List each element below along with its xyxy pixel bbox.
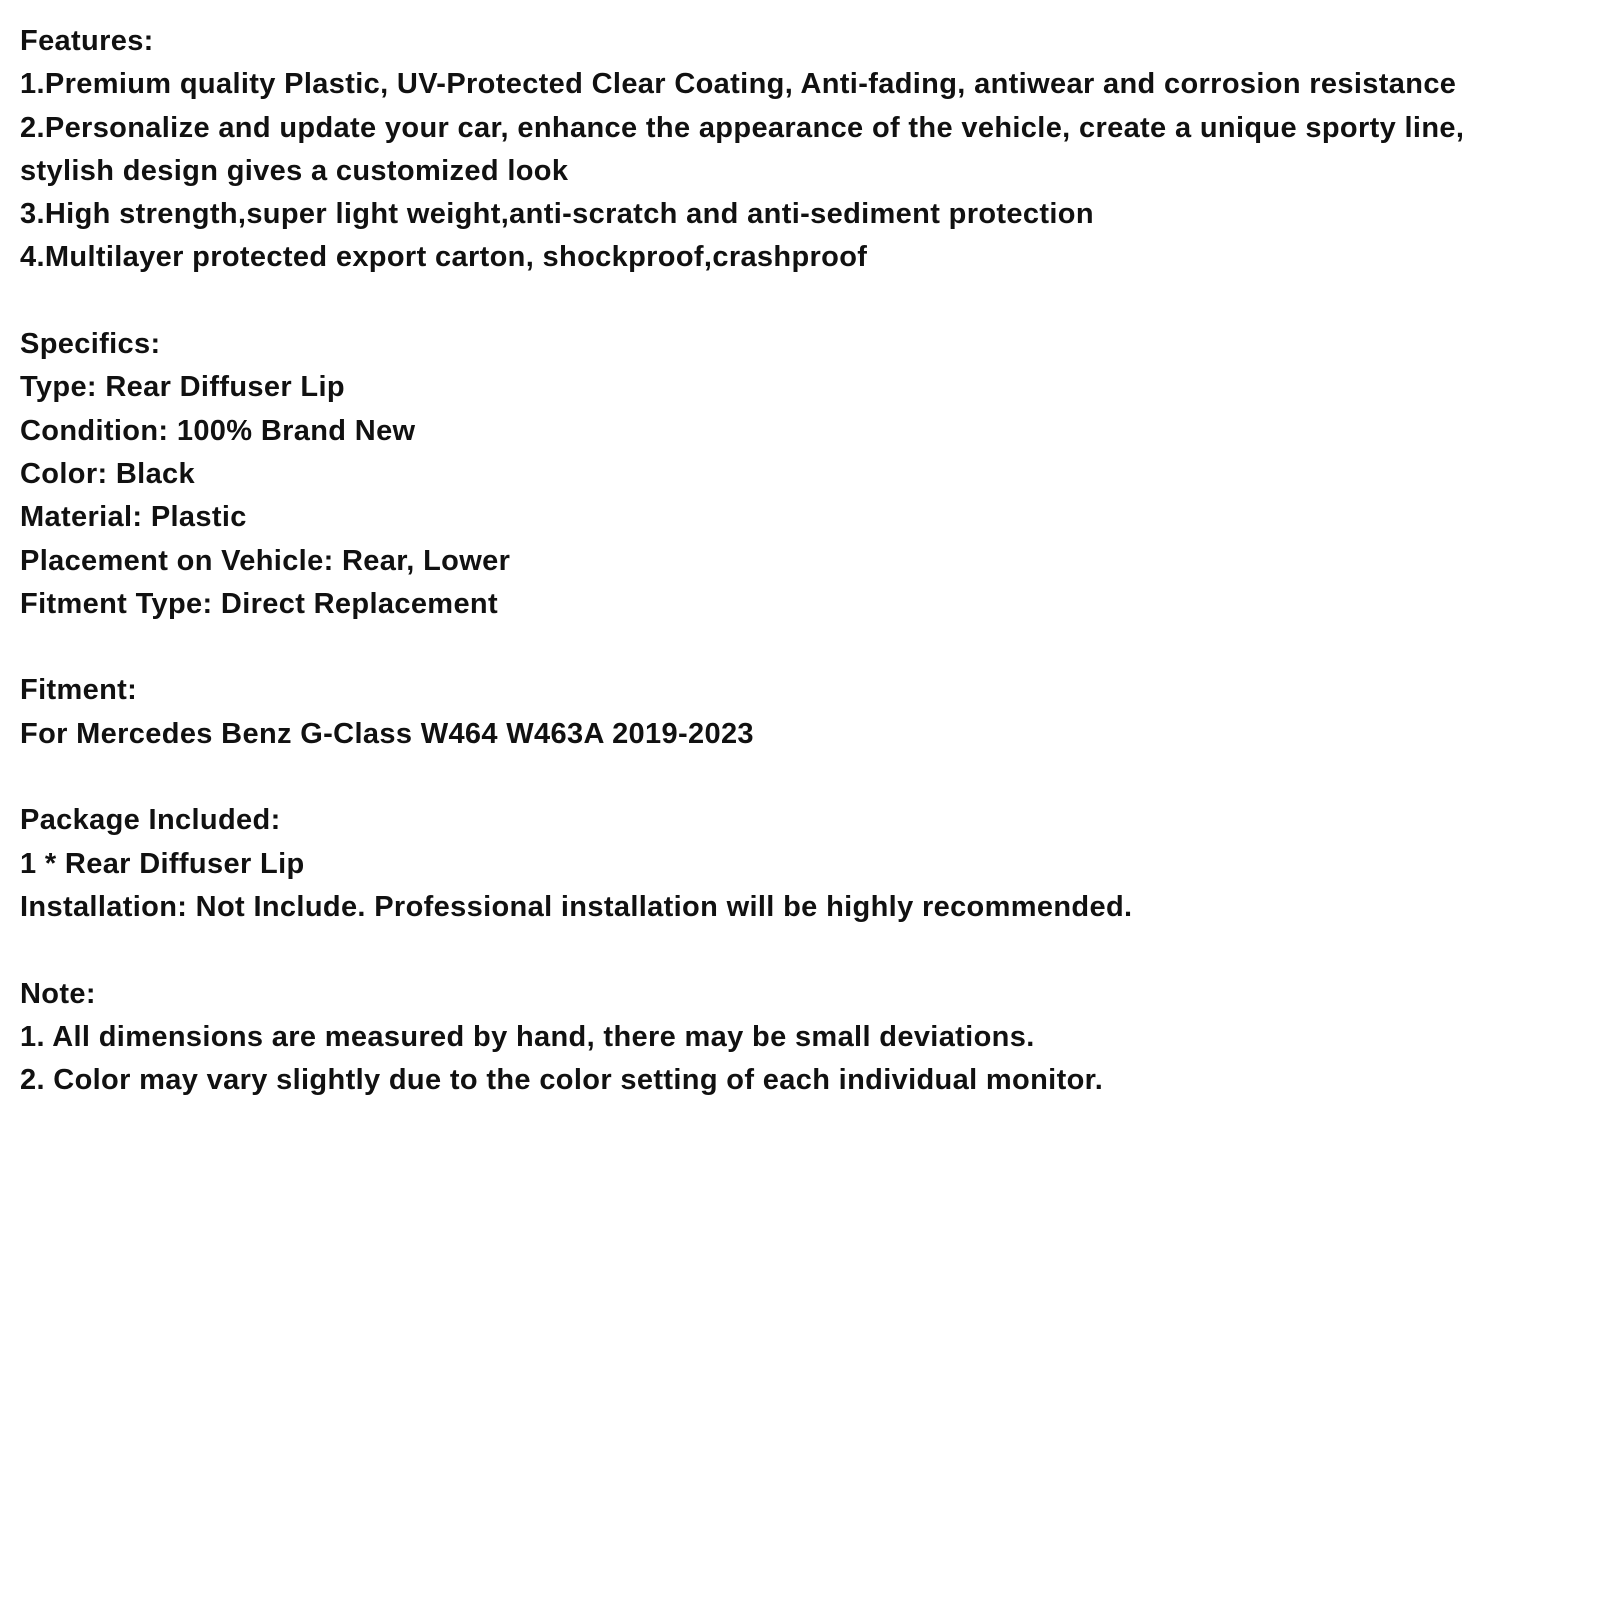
features-item: stylish design gives a customized look <box>20 154 569 187</box>
features-item: 1.Premium quality Plastic, UV-Protected Clear Coating, Anti-fading, antiwear and corrosion resistance <box>20 68 1457 101</box>
specifics-section <box>20 323 1595 626</box>
fitment-item: For Mercedes Benz G-Class W464 W463A 2019-2023 <box>20 717 754 750</box>
specifics-item: Placement on Vehicle: Rear, Lower <box>20 544 511 577</box>
package-section <box>20 799 1595 929</box>
package-item: 1 * Rear Diffuser Lip <box>20 847 305 880</box>
fitment-heading: Fitment: <box>20 674 138 707</box>
fitment-section <box>20 669 1595 756</box>
section-spacer <box>20 280 1595 323</box>
note-heading: Note: <box>20 977 96 1010</box>
specifics-item: Condition: 100% Brand New <box>20 414 416 447</box>
features-item: 2.Personalize and update your car, enhance the appearance of the vehicle, create a unique sporty line, <box>20 111 1465 144</box>
note-item: 1. All dimensions are measured by hand, there may be small deviations. <box>20 1020 1035 1053</box>
package-heading: Package Included: <box>20 804 281 837</box>
specifics-heading: Specifics: <box>20 328 161 361</box>
section-spacer <box>20 929 1595 972</box>
note-section <box>20 973 1595 1103</box>
package-item: Installation: Not Include. Professional installation will be highly recommended. <box>20 890 1133 923</box>
specifics-item: Material: Plastic <box>20 501 247 534</box>
specifics-item: Fitment Type: Direct Replacement <box>20 587 498 620</box>
features-item: 4.Multilayer protected export carton, shockproof,crashproof <box>20 241 868 274</box>
features-heading: Features: <box>20 25 154 57</box>
features-item: 3.High strength,super light weight,anti-scratch and anti-sediment protection <box>20 198 1094 231</box>
section-spacer <box>20 756 1595 799</box>
specifics-item: Color: Black <box>20 457 196 490</box>
note-item: 2. Color may vary slightly due to the color setting of each individual monitor. <box>20 1064 1104 1097</box>
specifics-item: Type: Rear Diffuser Lip <box>20 371 345 404</box>
product-description <box>20 20 1595 1102</box>
features-section <box>20 20 1595 280</box>
section-spacer <box>20 626 1595 669</box>
